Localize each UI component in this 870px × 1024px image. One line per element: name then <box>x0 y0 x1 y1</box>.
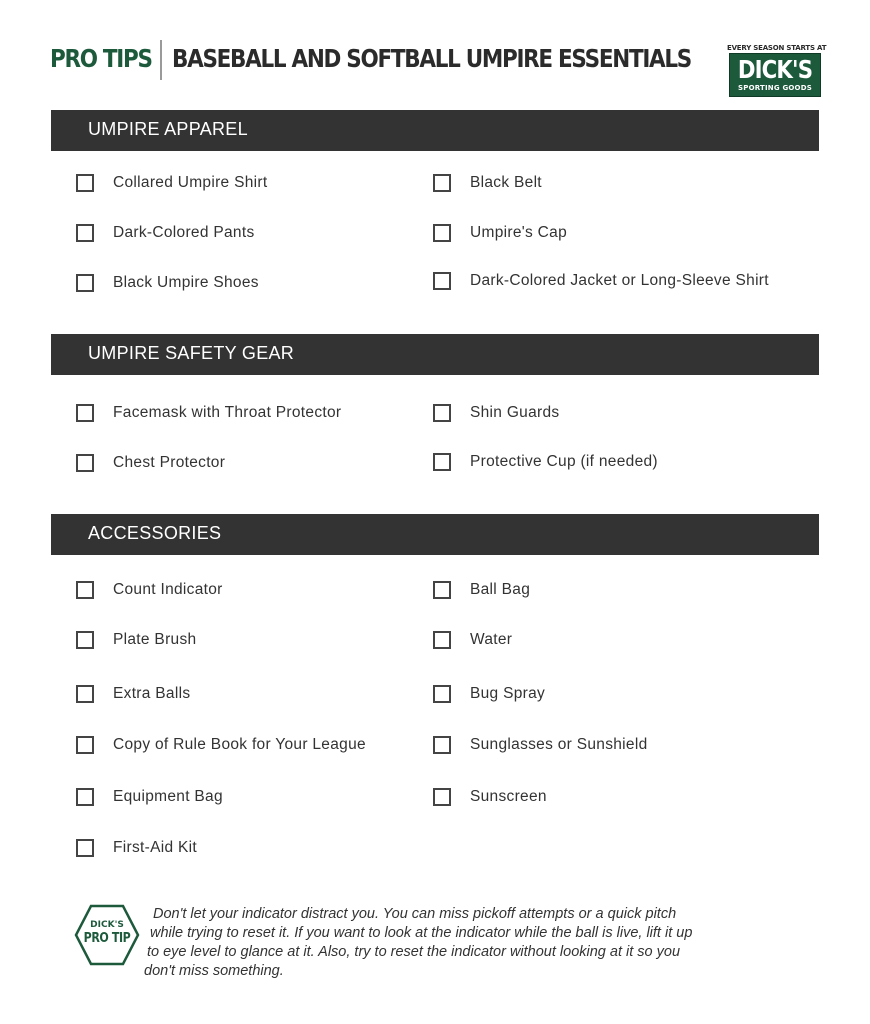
checkbox[interactable] <box>433 685 451 703</box>
item-label: Bug Spray <box>470 685 546 702</box>
checkbox[interactable] <box>76 274 94 292</box>
checkbox[interactable] <box>76 404 94 422</box>
item-label: Count Indicator <box>113 581 223 598</box>
tip-line: Don't let your indicator distract you. You can miss pickoff attempts or a quick pitch <box>153 906 677 922</box>
logo-wordmark: DICK'S <box>737 55 813 84</box>
checkbox[interactable] <box>433 788 451 806</box>
header-divider <box>160 40 162 80</box>
item-label: Extra Balls <box>113 685 191 702</box>
pro-tips-label: PRO TIPS <box>50 44 152 73</box>
item-label: First-Aid Kit <box>113 839 197 856</box>
section-title: UMPIRE APPAREL <box>88 119 248 139</box>
checkbox[interactable] <box>76 736 94 754</box>
item-label: Protective Cup (if needed) <box>470 453 658 470</box>
checkbox[interactable] <box>433 174 451 192</box>
checkbox[interactable] <box>433 736 451 754</box>
item-label: Collared Umpire Shirt <box>113 174 268 191</box>
item-label: Black Umpire Shoes <box>113 274 259 291</box>
checkbox[interactable] <box>433 581 451 599</box>
checkbox[interactable] <box>76 454 94 472</box>
item-label: Sunscreen <box>470 788 547 805</box>
checkbox[interactable] <box>433 272 451 290</box>
page-header <box>50 38 827 92</box>
item-label: Sunglasses or Sunshield <box>470 736 648 753</box>
checkbox[interactable] <box>433 453 451 471</box>
logo-subtitle: SPORTING GOODS <box>738 84 812 92</box>
badge-brand: DICK'S <box>90 920 124 930</box>
checkbox[interactable] <box>76 224 94 242</box>
page-title: BASEBALL AND SOFTBALL UMPIRE ESSENTIALS <box>172 44 691 73</box>
section-bar-umpire-safety-gear <box>51 334 819 375</box>
checkbox[interactable] <box>76 839 94 857</box>
pro-tip-badge <box>74 904 140 966</box>
section-bar-accessories <box>51 514 819 555</box>
item-label: Umpire's Cap <box>470 224 568 241</box>
section-title: UMPIRE SAFETY GEAR <box>88 343 295 363</box>
dicks-logo <box>727 44 827 96</box>
item-label: Water <box>470 631 513 648</box>
tip-line: don't miss something. <box>144 963 284 979</box>
logo-tagline: EVERY SEASON STARTS AT <box>727 44 827 52</box>
item-label: Ball Bag <box>470 581 531 598</box>
logo-box <box>729 53 821 97</box>
checkbox[interactable] <box>433 404 451 422</box>
tip-line: to eye level to glance at it. Also, try to reset the indicator without looking at it so you <box>147 944 681 960</box>
pro-tip-text <box>143 905 793 981</box>
item-label: Dark-Colored Jacket or Long-Sleeve Shirt <box>470 272 769 289</box>
item-label: Plate Brush <box>113 631 197 648</box>
item-label: Black Belt <box>470 174 542 191</box>
tip-line: while trying to reset it. If you want to look at the indicator while the ball is live, lift it up <box>150 925 693 941</box>
item-label: Equipment Bag <box>113 788 223 805</box>
item-label: Chest Protector <box>113 454 226 471</box>
item-label: Copy of Rule Book for Your League <box>113 736 366 753</box>
checkbox[interactable] <box>76 788 94 806</box>
item-label: Dark-Colored Pants <box>113 224 255 241</box>
checkbox[interactable] <box>433 631 451 649</box>
item-label: Shin Guards <box>470 404 560 421</box>
checkbox[interactable] <box>433 224 451 242</box>
section-bar-umpire-apparel <box>51 110 819 151</box>
checkbox[interactable] <box>76 581 94 599</box>
section-title: ACCESSORIES <box>88 523 222 543</box>
badge-label: PRO TIP <box>83 931 131 946</box>
checkbox[interactable] <box>76 174 94 192</box>
item-label: Facemask with Throat Protector <box>113 404 342 421</box>
checkbox[interactable] <box>76 685 94 703</box>
checkbox[interactable] <box>76 631 94 649</box>
